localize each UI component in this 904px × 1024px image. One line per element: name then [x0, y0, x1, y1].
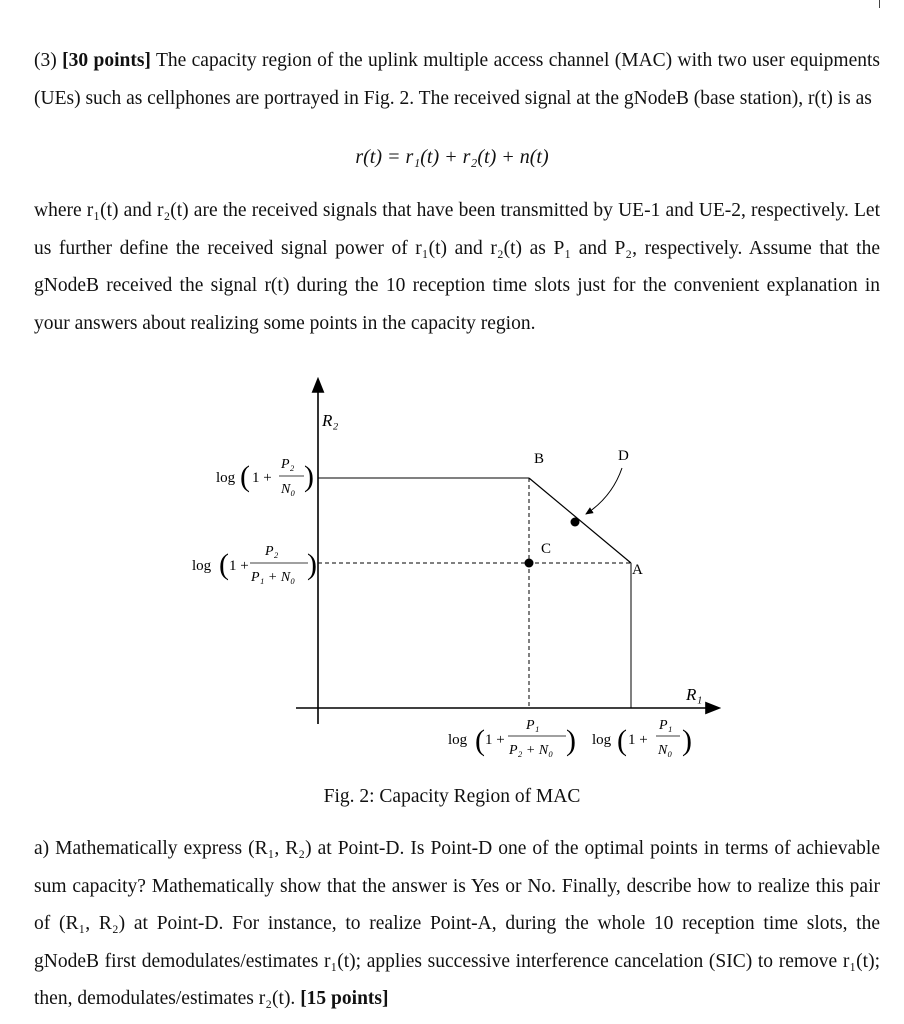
point-d-label: D [618, 448, 629, 464]
point-d-pointer-arrow [586, 468, 622, 514]
svg-text:log: log [448, 732, 468, 748]
problem-intro [34, 42, 880, 117]
point-b-label: B [534, 451, 545, 467]
svg-text:log: log [216, 470, 236, 486]
svg-text:N₀: N₀ [281, 482, 296, 497]
svg-text:(: ( [219, 548, 229, 581]
problem-intro-text: The capacity region of the uplink multiple access channel (MAC) with two user equipments (UEs) such as cellphones are portrayed in Fig. 2. The received signal at the gNodeB (base station), r(t) is as [34, 50, 880, 109]
received-signal-equation: r(t) = r₁(t) + r₂(t) + n(t) [355, 146, 549, 168]
svg-text:P₂: P₂ [265, 544, 279, 559]
svg-text:log: log [192, 558, 212, 574]
svg-text:1 +: 1 + [252, 470, 272, 486]
svg-text:): ) [682, 724, 692, 757]
page-corner-mark [879, 0, 880, 8]
svg-text:(: ( [617, 724, 627, 757]
svg-text:P₁ + N₀: P₁ + N₀ [251, 570, 296, 585]
question-a-points: [15 points] [300, 988, 389, 1009]
svg-text:): ) [566, 724, 576, 757]
svg-text:P₁: P₁ [659, 718, 673, 733]
problem-points: [30 points] [62, 50, 151, 71]
svg-text:1 +: 1 + [485, 732, 505, 748]
y-tick-lower [192, 544, 317, 585]
svg-text:log: log [592, 732, 612, 748]
svg-text:(: ( [475, 724, 485, 757]
point-c-label: C [541, 541, 552, 557]
capacity-region-plot [0, 372, 904, 772]
svg-text:1 +: 1 + [628, 732, 648, 748]
capacity-region-figure [0, 372, 904, 772]
svg-text:1 +: 1 + [229, 558, 249, 574]
point-c-marker [525, 559, 534, 568]
y-axis-label: R₂ [322, 411, 339, 430]
question-a [34, 830, 880, 1018]
point-d-marker [571, 518, 580, 527]
point-a-label: A [632, 562, 643, 578]
svg-text:): ) [304, 460, 314, 493]
svg-text:): ) [307, 548, 317, 581]
question-a-text: a) Mathematically express (R₁, R₂) at Point-D. Is Point-D one of the optimal points in terms of achievable sum capacity? Mathematically show that the answer is Yes or No. Finally, describe how to realize this pair of (R₁, R₂) at Point-D. For instance, to realize Point-A, during the whole 10 reception time slots, the gNodeB first demodulates/estimates r₁(t); applies successive interference cancelation (SIC) to remove r₁(t); then, demodulates/estimates r₂(t). [34, 838, 880, 1009]
svg-text:P₂: P₂ [281, 457, 295, 472]
x-tick-right [592, 718, 692, 758]
problem-number: (3) [34, 50, 63, 71]
y-tick-upper [216, 457, 314, 497]
svg-text:P₂ + N₀: P₂ + N₀ [509, 743, 554, 758]
svg-text:N₀: N₀ [658, 743, 673, 758]
x-tick-left [448, 718, 576, 758]
svg-text:(: ( [240, 460, 250, 493]
problem-description: where r₁(t) and r₂(t) are the received signals that have been transmitted by UE-1 and UE-2, respectively. Let us further define the received signal power of r₁(t) and r₂(t) as P₁ and P₂, respectively. Assume that the gNodeB received the signal r(t) during the 10 reception time slots just for the convenient explanation in your answers about realizing some points in the capacity region. [34, 200, 880, 334]
figure-caption: Fig. 2: Capacity Region of MAC [323, 786, 581, 807]
x-axis-label: R₁ [686, 685, 703, 704]
svg-text:P₁: P₁ [526, 718, 540, 733]
